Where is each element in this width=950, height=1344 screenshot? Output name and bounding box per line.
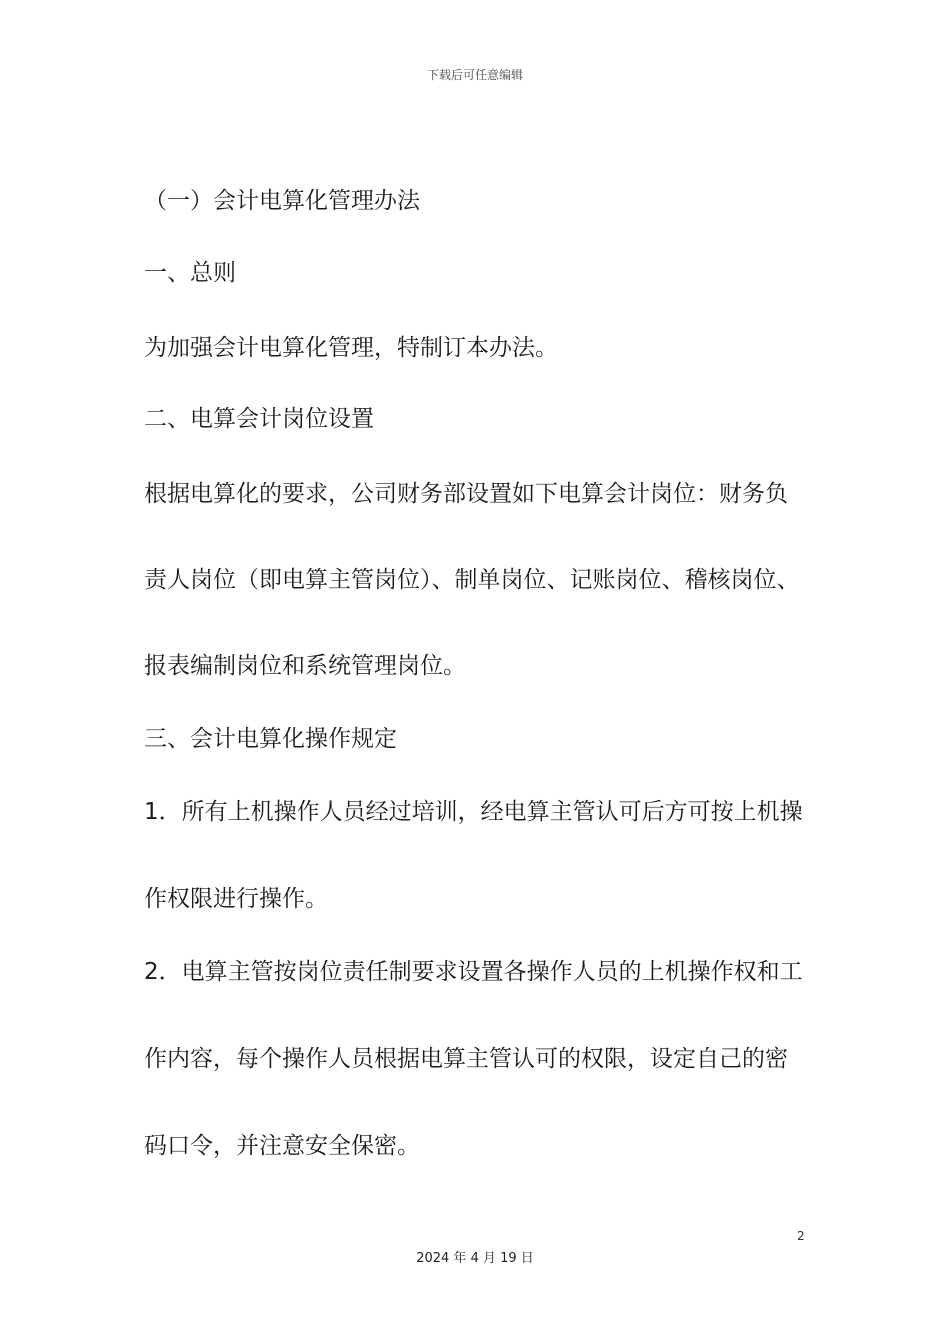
section2-heading: 二、电算会计岗位设置 [144, 406, 374, 432]
section2-line-1: 根据电算化的要求，公司财务部设置如下电算会计岗位：财务负 [144, 481, 788, 507]
page-number: 2 [797, 1229, 805, 1243]
section3-heading: 三、会计电算化操作规定 [144, 726, 397, 752]
item1-line-2: 作权限进行操作。 [144, 886, 328, 912]
section2-line-3: 报表编制岗位和系统管理岗位。 [144, 653, 466, 679]
section2-line-2: 责人岗位（即电算主管岗位）、制单岗位、记账岗位、稽核岗位、 [144, 567, 800, 593]
footer-date: 2024 年 4 月 19 日 [416, 1251, 534, 1266]
item2-line-3: 码口令，并注意安全保密。 [144, 1133, 420, 1159]
document-title: （一）会计电算化管理办法 [144, 188, 420, 214]
header-note: 下载后可任意编辑 [426, 68, 523, 82]
item2-line-2: 作内容，每个操作人员根据电算主管认可的权限，设定自己的密 [144, 1046, 788, 1072]
section1-text: 为加强会计电算化管理，特制订本办法。 [144, 335, 558, 361]
item1-line-1: 1．所有上机操作人员经过培训，经电算主管认可后方可按上机操 [144, 799, 803, 825]
item2-line-1: 2．电算主管按岗位责任制要求设置各操作人员的上机操作权和工 [144, 959, 803, 985]
section1-heading: 一、总则 [144, 260, 236, 286]
